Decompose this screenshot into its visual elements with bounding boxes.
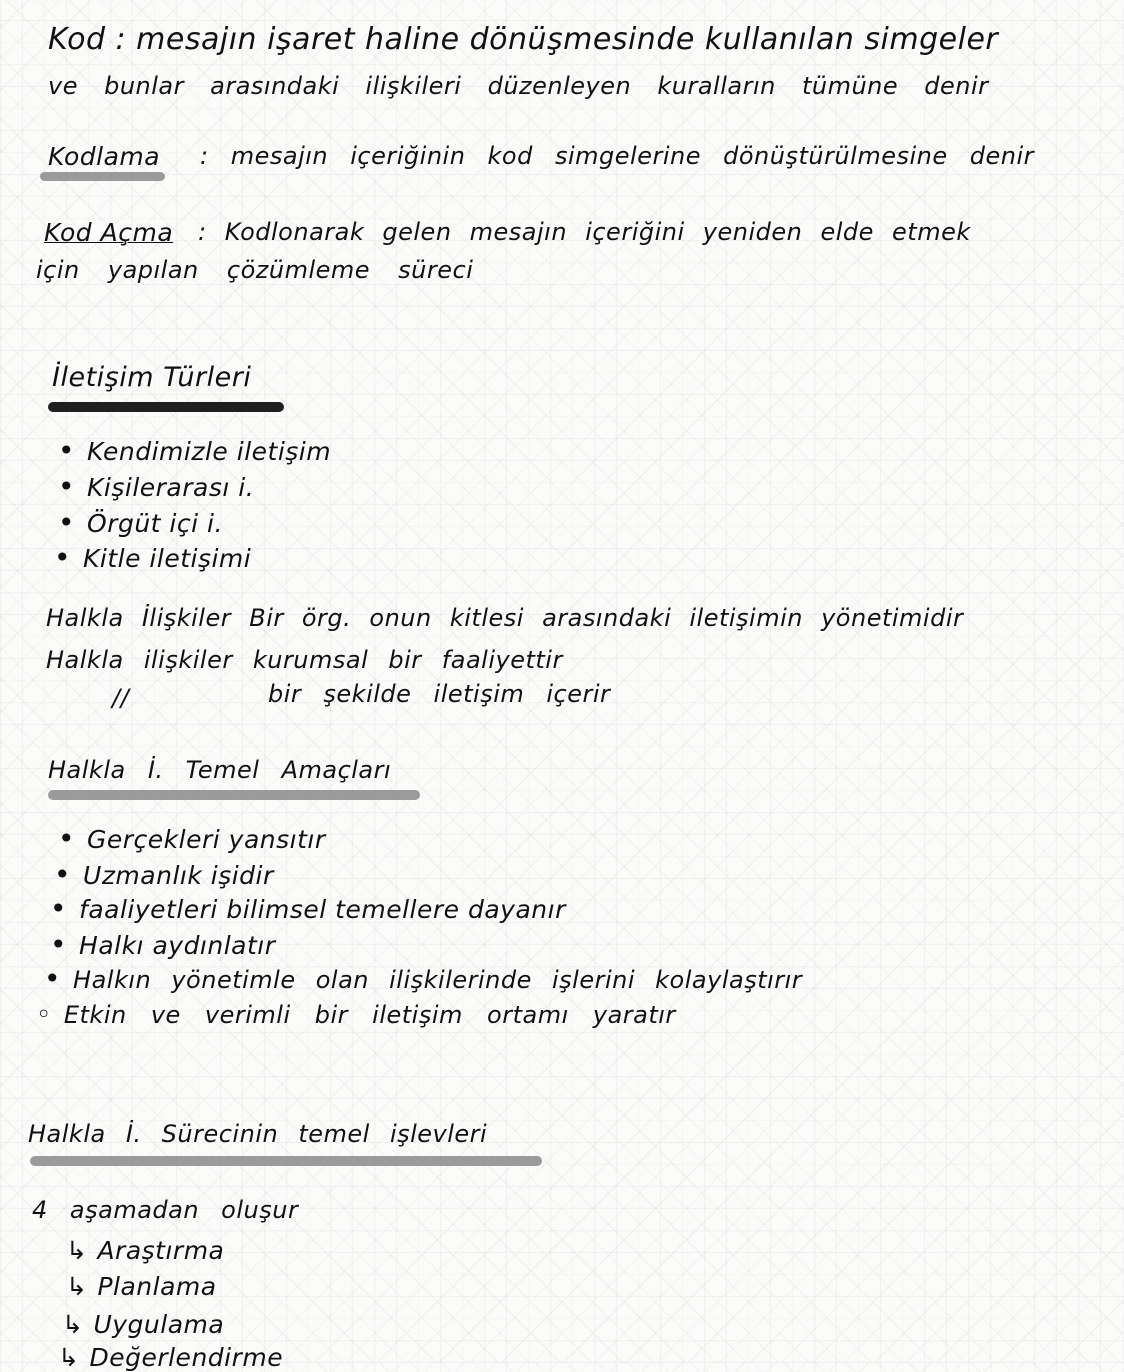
kod-definition-line1: Kod : mesajın işaret haline dönüşmesinde kullanılan simgeler <box>48 22 999 57</box>
surec-step: ↳ Planlama <box>66 1272 217 1301</box>
amac-item: • Gerçekleri yansıtır <box>58 822 326 855</box>
temel-amaclar-title: Halkla İ. Temel Amaçları <box>48 756 392 784</box>
amac-item: • Halkı aydınlatır <box>50 928 276 961</box>
iletisim-turleri-highlight <box>48 402 284 412</box>
amac-item: • Uzmanlık işidir <box>54 858 274 891</box>
iletisim-item: • Örgüt içi i. <box>58 506 223 539</box>
kodacma-term: Kod Açma <box>44 218 174 247</box>
kod-definition-line2: ve bunlar arasındaki ilişkileri düzenleyen kuralların tümüne denir <box>48 72 989 100</box>
surec-step: ↳ Uygulama <box>62 1310 224 1339</box>
iletisim-item: • Kitle iletişimi <box>54 541 251 574</box>
temel-amaclar-highlight <box>48 790 420 800</box>
kodlama-definition: : mesajın içeriğinin kod simgelerine dönüştürülmesine denir <box>200 142 1034 170</box>
kodlama-highlight <box>40 172 165 181</box>
halkla-iliskiler-ditto: // <box>112 684 130 712</box>
iletisim-item: • Kişilerarası i. <box>58 470 254 503</box>
iletisim-item: • Kendimizle iletişim <box>58 434 331 467</box>
halkla-iliskiler-line2: Halkla ilişkiler kurumsal bir faaliyettir <box>46 646 563 674</box>
amac-item: • faaliyetleri bilimsel temellere dayanır <box>50 892 566 925</box>
halkla-iliskiler-line1: Halkla İlişkiler Bir örg. onun kitlesi arasındaki iletişimin yönetimidir <box>46 604 964 632</box>
halkla-iliskiler-line3: bir şekilde iletişim içerir <box>268 680 611 708</box>
surec-highlight <box>30 1156 542 1166</box>
kodlama-term-text: Kodlama <box>48 142 161 171</box>
amac-item: • Halkın yönetimle olan ilişkilerinde işlerini kolaylaştırır <box>44 962 802 995</box>
kodacma-definition-line2: için yapılan çözümleme süreci <box>36 256 474 284</box>
surec-step: ↳ Araştırma <box>66 1236 224 1265</box>
amac-item: ◦ Etkin ve verimli bir iletişim ortamı yaratır <box>36 1000 676 1030</box>
kodacma-definition-line1: : Kodlonarak gelen mesajın içeriğini yeniden elde etmek <box>198 218 971 246</box>
iletisim-turleri-title: İletişim Türleri <box>52 362 252 393</box>
surec-title: Halkla İ. Sürecinin temel işlevleri <box>28 1120 488 1148</box>
surec-step: ↳ Değerlendirme <box>58 1343 283 1372</box>
kodlama-term <box>48 142 160 171</box>
surec-intro: 4 aşamadan oluşur <box>32 1196 299 1224</box>
